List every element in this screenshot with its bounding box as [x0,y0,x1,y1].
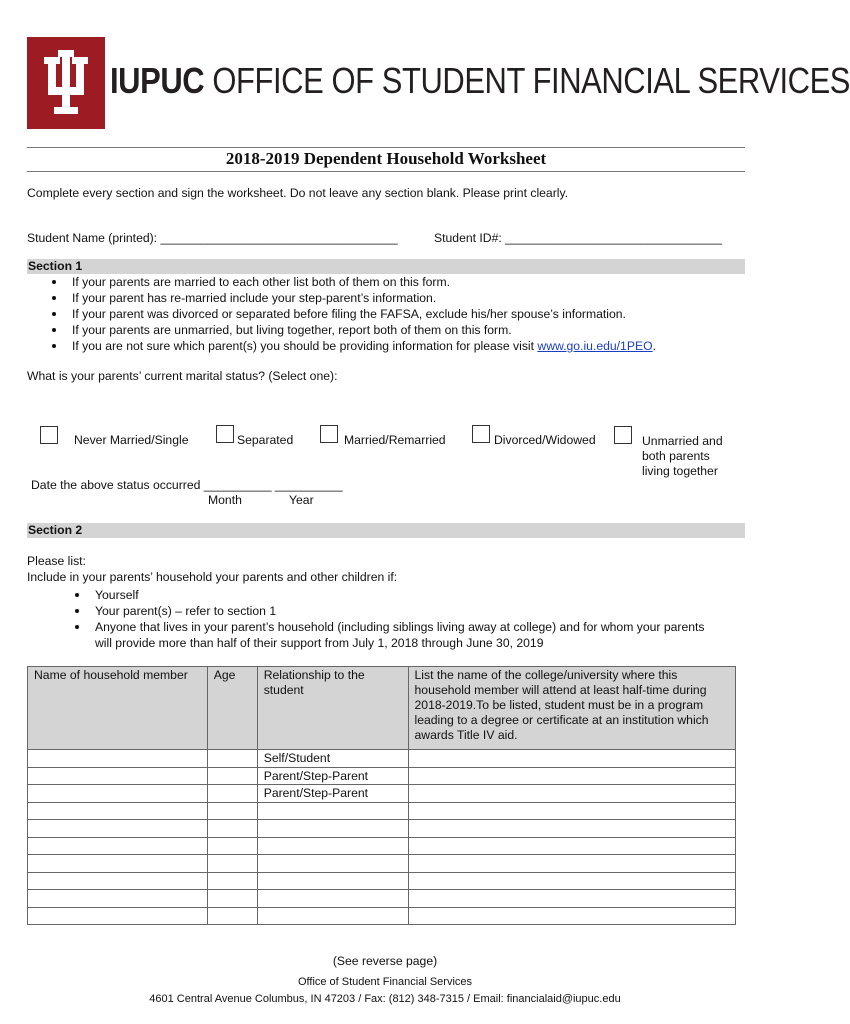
relationship-cell[interactable] [257,890,408,908]
age-cell[interactable] [207,820,257,838]
list-item: Anyone that lives in your parent’s household (including siblings living away at college) and for whom your parents [72,619,705,635]
relationship-cell[interactable]: Self/Student [257,750,408,768]
age-cell[interactable] [207,907,257,925]
name-cell[interactable] [28,890,208,908]
page-title: 2018-2019 Dependent Household Worksheet [225,149,547,168]
age-cell[interactable] [207,872,257,890]
divider [27,147,745,148]
age-cell[interactable] [207,785,257,803]
instructions: Complete every section and sign the worksheet. Do not leave any section blank. Please print clearly. [27,186,569,200]
table-row [28,785,736,803]
col-header-name: Name of household member [28,667,208,750]
table-row [28,907,736,925]
unmarried-checkbox[interactable] [614,426,632,444]
section-1-list [49,274,656,354]
office-title: IUPUC OFFICE OF STUDENT FINANCIAL SERVICES [110,60,850,101]
month-label: Month [208,493,242,507]
section-2-list [72,587,705,651]
college-cell[interactable] [408,820,735,838]
peo-link[interactable]: www.go.iu.edu/1PEO [537,339,653,353]
status-date-field[interactable]: Date the above status occurred __________ __________ [31,478,343,492]
please-list: Please list: [27,554,86,568]
name-cell[interactable] [28,820,208,838]
divider [27,171,745,172]
student-id-field[interactable]: Student ID#: ________________________________ [434,231,723,245]
age-cell[interactable] [207,750,257,768]
table-row [28,820,736,838]
relationship-cell[interactable] [257,837,408,855]
name-cell[interactable] [28,837,208,855]
list-item: Yourself [72,587,705,603]
age-cell[interactable] [207,802,257,820]
see-reverse-note: (See reverse page) [332,954,438,968]
age-cell[interactable] [207,890,257,908]
student-name-field[interactable]: Student Name (printed): ___________________________________ [27,231,398,245]
footer-address: 4601 Central Avenue Columbus, IN 47203 / Fax: (812) 348-7315 / Email: financialaid@iupuc.edu [149,993,621,1005]
relationship-cell[interactable] [257,802,408,820]
table-row [28,802,736,820]
relationship-cell[interactable] [257,907,408,925]
unmarried-label: Unmarried and both parents living together [642,434,723,478]
list-item: If your parents are married to each other list both of them on this form. [49,274,656,290]
name-cell[interactable] [28,855,208,873]
table-row [28,750,736,768]
include-text: Include in your parents’ household your parents and other children if: [27,570,398,584]
college-cell[interactable] [408,855,735,873]
college-cell[interactable] [408,890,735,908]
table-row [28,872,736,890]
name-cell[interactable] [28,802,208,820]
name-cell[interactable] [28,750,208,768]
age-cell[interactable] [207,767,257,785]
never-married-checkbox[interactable] [40,426,58,444]
divorced-label: Divorced/Widowed [494,433,596,447]
relationship-cell[interactable] [257,855,408,873]
age-cell[interactable] [207,855,257,873]
year-label: Year [289,493,314,507]
table-row [28,767,736,785]
name-cell[interactable] [28,767,208,785]
college-cell[interactable] [408,802,735,820]
name-cell[interactable] [28,872,208,890]
separated-label: Separated [237,433,294,447]
separated-checkbox[interactable] [216,425,234,443]
name-cell[interactable] [28,785,208,803]
table-row [28,855,736,873]
college-cell[interactable] [408,872,735,890]
relationship-cell[interactable]: Parent/Step-Parent [257,785,408,803]
trident-icon [27,37,105,129]
col-header-relationship: Relationship to the student [257,667,408,750]
relationship-cell[interactable] [257,872,408,890]
married-label: Married/Remarried [344,433,446,447]
table-header-row [28,667,736,750]
list-item: If you are not sure which parent(s) you should be providing information for please visit www.go.iu.edu/1PEO. [49,338,656,354]
married-checkbox[interactable] [320,425,338,443]
list-item: will provide more than half of their support from July 1, 2018 through June 30, 2019 [95,636,544,650]
marital-status-question: What is your parents’ current marital status? (Select one): [27,369,338,383]
college-cell[interactable] [408,785,735,803]
list-item: If your parent was divorced or separated before filing the FAFSA, exclude his/her spouse’s information. [49,306,656,322]
table-row [28,890,736,908]
never-married-label: Never Married/Single [74,433,189,447]
relationship-cell[interactable] [257,820,408,838]
list-item: If your parents are unmarried, but living together, report both of them on this form. [49,322,656,338]
college-cell[interactable] [408,907,735,925]
name-cell[interactable] [28,907,208,925]
college-cell[interactable] [408,750,735,768]
relationship-cell[interactable]: Parent/Step-Parent [257,767,408,785]
list-item: If your parent has re-married include your step-parent’s information. [49,290,656,306]
divorced-checkbox[interactable] [472,425,490,443]
college-cell[interactable] [408,767,735,785]
section-2-header: Section 2 [27,523,745,538]
age-cell[interactable] [207,837,257,855]
col-header-college: List the name of the college/university where this household member will attend at least half-time during 2018-2019.To be listed, student must be in a program leading to a degree or certificate at an institution which awards Title IV aid. [408,667,735,750]
college-cell[interactable] [408,837,735,855]
section-1-header: Section 1 [27,259,745,274]
table-row [28,837,736,855]
col-header-age: Age [207,667,257,750]
footer-office: Office of Student Financial Services [297,976,473,988]
iu-logo [27,37,105,129]
list-item: Your parent(s) – refer to section 1 [72,603,705,619]
household-table [27,666,736,925]
